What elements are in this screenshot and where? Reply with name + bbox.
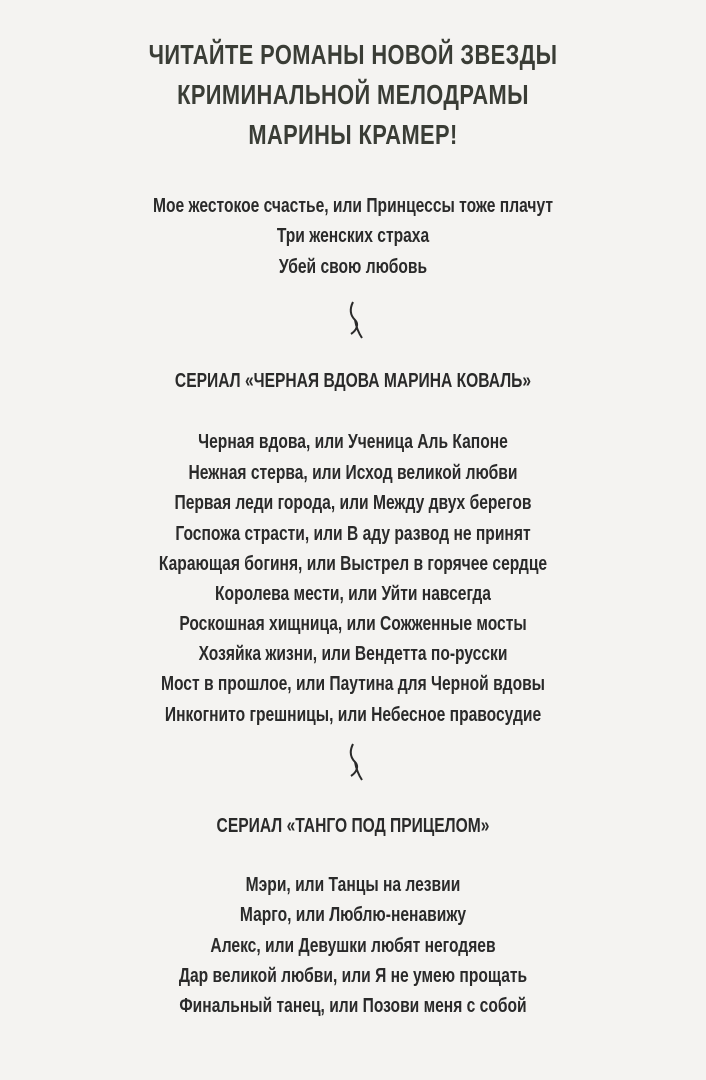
- flourish-icon: [343, 742, 367, 782]
- standalone-title: Мое жестокое счастье, или Принцессы тоже плачут: [153, 195, 553, 217]
- series-book: Первая леди города, или Между двух берегов: [174, 492, 532, 514]
- heading-line-1: ЧИТАЙТЕ РОМАНЫ НОВОЙ ЗВЕЗДЫ: [148, 39, 558, 70]
- heading-line-2: КРИМИНАЛЬНОЙ МЕЛОДРАМЫ: [177, 79, 529, 110]
- series-book: Дар великой любви, или Я не умею прощать: [178, 965, 528, 987]
- series-title-black-widow: СЕРИАЛ «ЧЕРНАЯ ВДОВА МАРИНА КОВАЛЬ»: [174, 370, 532, 392]
- series-book: Мост в прошлое, или Паутина для Черной вдовы: [160, 673, 546, 695]
- series-book: Мэри, или Танцы на лезвии: [245, 874, 461, 896]
- series-book: Госпожа страсти, или В аду развод не принят: [175, 523, 531, 545]
- series-book: Хозяйка жизни, или Вендетта по-русски: [198, 643, 508, 665]
- series-book: Марго, или Люблю-ненавижу: [239, 904, 467, 926]
- series-book: Роскошная хищница, или Сожженные мосты: [179, 613, 527, 635]
- series-book: Карающая богиня, или Выстрел в горячее сердце: [158, 553, 548, 575]
- series-book: Алекс, или Девушки любят негодяев: [210, 935, 496, 957]
- series-book: Королева мести, или Уйти навсегда: [215, 583, 491, 605]
- series-book: Инкогнито грешницы, или Небесное правосудие: [164, 704, 542, 726]
- flourish-icon: [343, 300, 367, 340]
- series-book: Черная вдова, или Ученица Аль Капоне: [198, 431, 508, 453]
- series-title-tango: СЕРИАЛ «ТАНГО ПОД ПРИЦЕЛОМ»: [216, 815, 490, 837]
- heading-line-3: МАРИНЫ КРАМЕР!: [248, 119, 458, 150]
- standalone-title: Убей свою любовь: [278, 256, 428, 278]
- series-book: Нежная стерва, или Исход великой любви: [188, 462, 518, 484]
- series-book: Финальный танец, или Позови меня с собой: [179, 995, 527, 1017]
- standalone-title: Три женских страха: [276, 225, 430, 247]
